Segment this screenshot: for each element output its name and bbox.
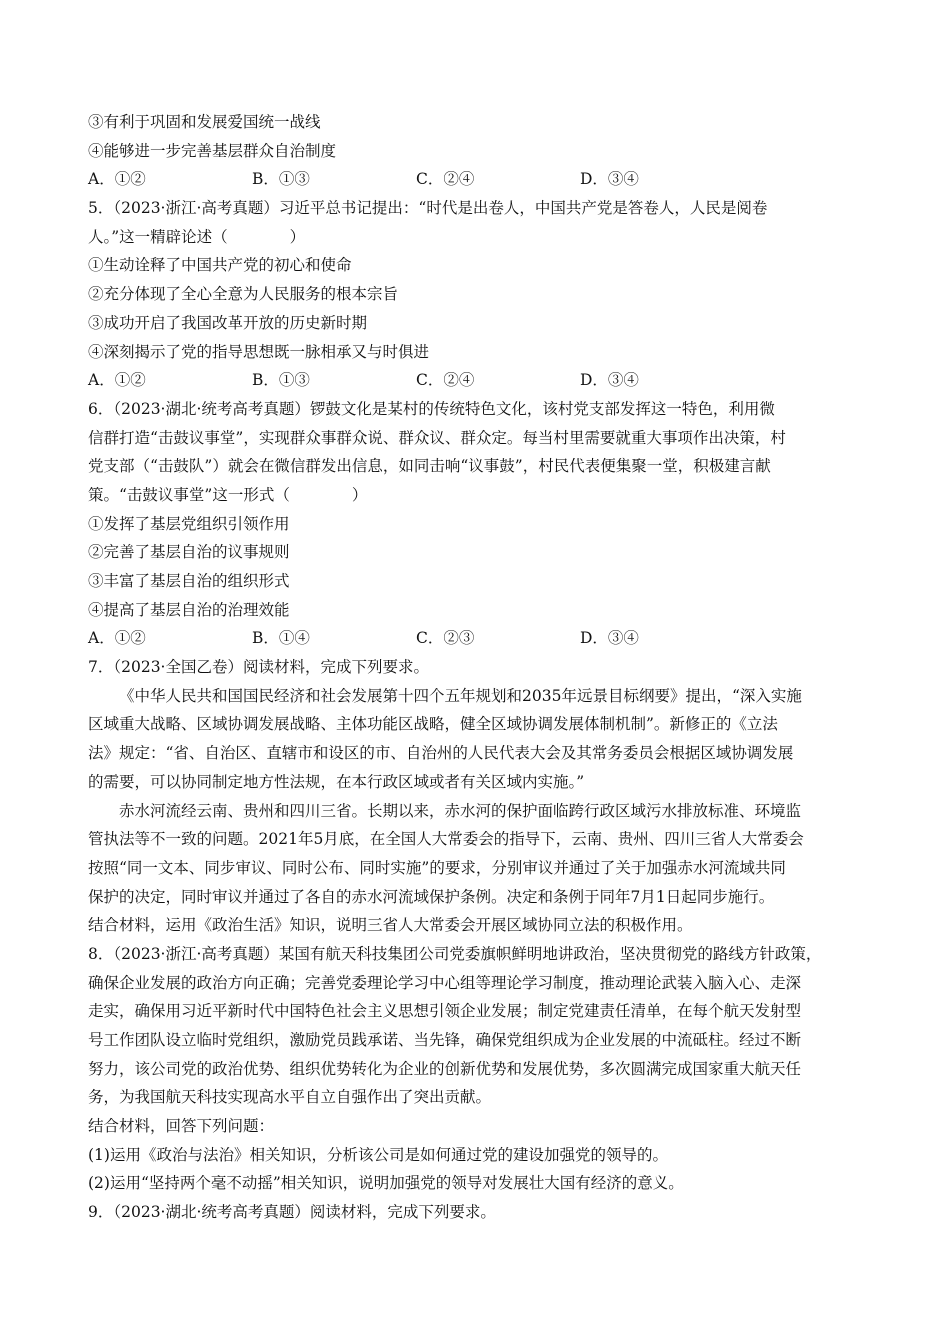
q5-item-2: ②充分体现了全心全意为人民服务的根本宗旨 xyxy=(88,285,399,304)
q6-option-c: C．②③ xyxy=(416,629,475,648)
q8-line-2: 确保企业发展的政治方向正确；完善党委理论学习中心组等理论学习制度，推动理论武装入脑入心、走深 xyxy=(88,973,802,992)
q8-line-1: 8．（2023·浙江·高考真题）某国有航天科技集团公司党委旗帜鲜明地讲政治，坚决贯彻党的路线方针政策， xyxy=(88,944,822,963)
q7-material-2-line-3: 按照“同一文本、同步审议、同时公布、同时实施”的要求，分别审议并通过了关于加强赤水河流域共同 xyxy=(88,858,786,877)
q8-prompt: 结合材料，回答下列问题： xyxy=(88,1117,275,1136)
q8-line-6: 务，为我国航天科技实现高水平自立自强作出了突出贡献。 xyxy=(88,1088,492,1107)
q4-option-a: A．①② xyxy=(88,170,146,189)
q6-stem-line-1: 6．（2023·湖北·统考高考真题）锣鼓文化是某村的传统特色文化，该村党支部发挥这一特色，利用微 xyxy=(88,399,775,418)
q7-material-2-line-2: 管执法等不一致的问题。2021年5月底，在全国人大常委会的指导下，云南、贵州、四川三省人大常委会 xyxy=(88,830,804,849)
q5-option-d: D．③④ xyxy=(580,371,639,390)
q7-material-1-line-3: 法》规定：“省、自治区、直辖市和设区的市、自治州的人民代表大会及其常务委员会根据区域协调发展 xyxy=(88,744,794,763)
q6-item-3: ③丰富了基层自治的组织形式 xyxy=(88,572,290,590)
q8-subquestion-2: (2)运用“坚持两个毫不动摇”相关知识，说明加强党的领导对发展壮大国有经济的意义。 xyxy=(88,1174,684,1193)
exam-page xyxy=(88,108,868,1227)
q6-option-d: D．③④ xyxy=(580,629,639,648)
q5-item-1: ①生动诠释了中国共产党的初心和使命 xyxy=(88,256,352,275)
q6-item-4: ④提高了基层自治的治理效能 xyxy=(88,600,290,619)
q6-option-b: B．①④ xyxy=(252,629,310,648)
q4-item-3: ③有利于巩固和发展爱国统一战线 xyxy=(88,113,321,131)
q5-options xyxy=(88,366,868,395)
q4-option-d: D．③④ xyxy=(580,170,639,189)
q4-options xyxy=(88,165,868,194)
q5-item-3: ③成功开启了我国改革开放的历史新时期 xyxy=(88,313,368,332)
q6-options xyxy=(88,624,868,653)
q7-stem: 7．（2023·全国乙卷）阅读材料，完成下列要求。 xyxy=(88,658,429,677)
q7-material-1-line-1: 《中华人民共和国国民经济和社会发展第十四个五年规划和2035年远景目标纲要》提出，“深入实施 xyxy=(119,686,802,705)
q6-option-a: A．①② xyxy=(88,629,146,648)
q7-material-2-line-4: 保护的决定，同时审议并通过了各自的赤水河流域保护条例。决定和条例于同年7月1日起同步施行。 xyxy=(88,887,775,906)
q9-stem: 9．（2023·湖北·统考高考真题）阅读材料，完成下列要求。 xyxy=(88,1203,496,1222)
q5-stem-line-1: 5．（2023·浙江·高考真题）习近平总书记提出：“时代是出卷人，中国共产党是答卷人，人民是阅卷 xyxy=(88,199,768,218)
q6-item-2: ②完善了基层自治的议事规则 xyxy=(88,543,290,562)
q5-stem-line-2: 人。”这一精辟论述（ ） xyxy=(88,227,306,246)
q5-option-a: A．①② xyxy=(88,371,146,390)
q7-material-1-line-2: 区域重大战略、区域协调发展战略、主体功能区战略，健全区域协调发展体制机制”。新修正的《立法 xyxy=(88,715,778,734)
q4-option-c: C．②④ xyxy=(416,170,475,189)
q7-material-2-line-1: 赤水河流经云南、贵州和四川三省。长期以来，赤水河的保护面临跨行政区域污水排放标准、环境监 xyxy=(119,801,802,820)
q8-line-3: 走实，确保用习近平新时代中国特色社会主义思想引领企业发展；制定党建责任清单，在每个航天发射型 xyxy=(88,1002,802,1021)
q5-option-b: B．①③ xyxy=(252,371,310,390)
q6-stem-line-2: 信群打造“击鼓议事堂”，实现群众事群众说、群众议、群众定。每当村里需要就重大事项作出决策，村 xyxy=(88,428,786,447)
q5-option-c: C．②④ xyxy=(416,371,475,390)
q8-line-4: 号工作团队设立临时党组织，激励党员践承诺、当先锋，确保党组织成为企业发展的中流砥柱。经过不断 xyxy=(88,1031,802,1049)
q7-question: 结合材料，运用《政治生活》知识，说明三省人大常委会开展区域协同立法的积极作用。 xyxy=(88,916,693,935)
q6-stem-line-3: 党支部（“击鼓队”）就会在微信群发出信息，如同击响“议事鼓”，村民代表便集聚一堂，积极建言献 xyxy=(88,457,771,476)
q6-stem-line-4: 策。“击鼓议事堂”这一形式（ ） xyxy=(88,485,368,504)
q5-item-4: ④深刻揭示了党的指导思想既一脉相承又与时俱进 xyxy=(88,342,430,361)
q8-subquestion-1: (1)运用《政治与法治》相关知识，分析该公司是如何通过党的建设加强党的领导的。 xyxy=(88,1145,668,1164)
q4-option-b: B．①③ xyxy=(252,170,310,189)
q8-line-5: 努力，该公司党的政治优势、组织优势转化为企业的创新优势和发展优势，多次圆满完成国家重大航天任 xyxy=(88,1059,802,1078)
q6-item-1: ①发挥了基层党组织引领作用 xyxy=(88,514,290,533)
q4-item-4: ④能够进一步完善基层群众自治制度 xyxy=(88,141,337,160)
q7-material-1-line-4: 的需要，可以协同制定地方性法规，在本行政区域或者有关区域内实施。” xyxy=(88,772,585,791)
